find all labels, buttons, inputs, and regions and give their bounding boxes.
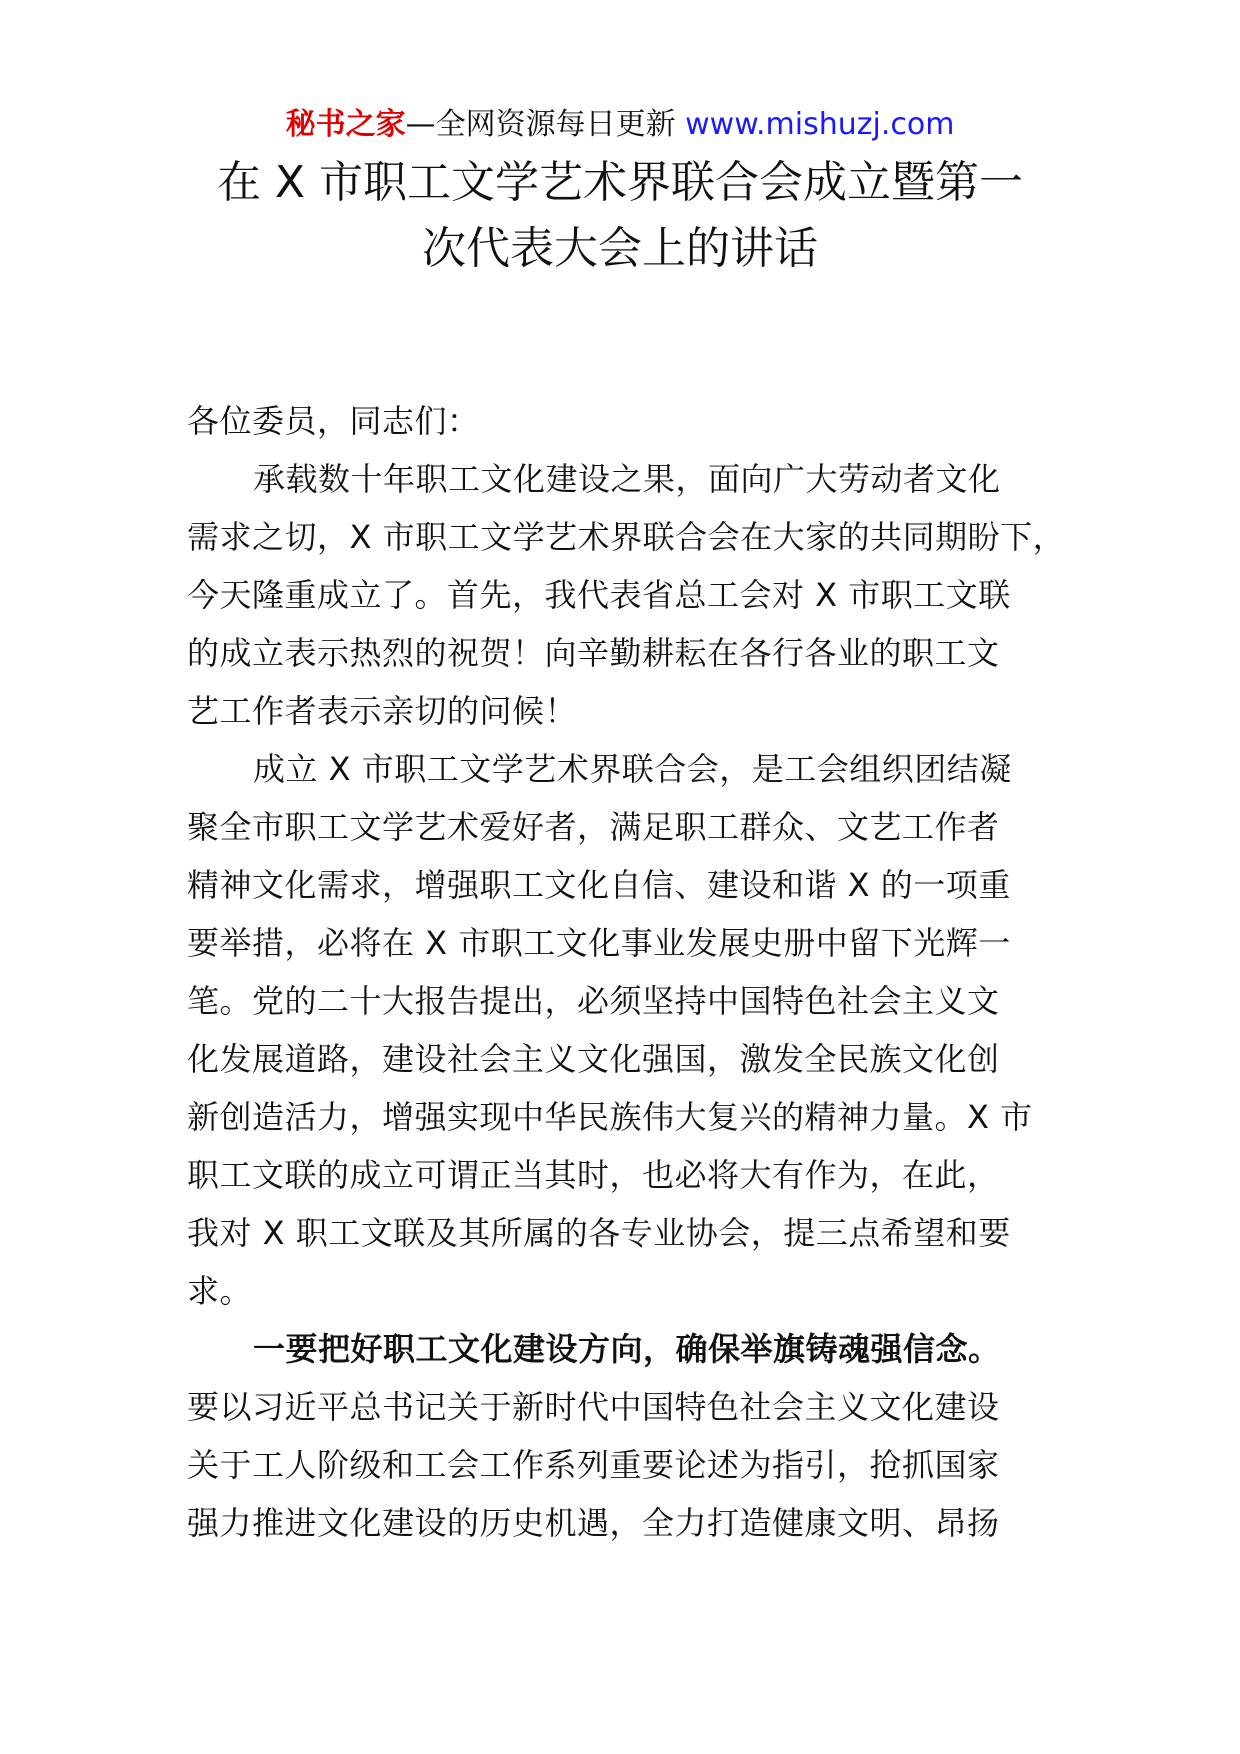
- title-line-1: 在 X 市职工文学艺术界联合会成立暨第一: [216, 157, 1024, 208]
- paragraph-line: 化发展道路，建设社会主义文化强国，激发全民族文化创: [187, 1040, 1000, 1078]
- paragraph-line: 职工文联的成立可谓正当其时，也必将大有作为，在此，: [187, 1156, 1000, 1194]
- header-banner: [0, 103, 1240, 147]
- paragraph-line: 承载数十年职工文化建设之果，面向广大劳动者文化: [253, 460, 1001, 498]
- paragraph-line: 今天隆重成立了。首先，我代表省总工会对 X 市职工文联: [187, 576, 1011, 614]
- paragraph-line: 艺工作者表示亲切的问候！: [187, 692, 578, 730]
- paragraph-line: 关于工人阶级和工会工作系列重要论述为指引，抢抓国家: [187, 1446, 1000, 1484]
- paragraph-line: 我对 X 职工文联及其所属的各专业协会，提三点希望和要: [187, 1214, 1011, 1252]
- paragraph-line: 求。: [187, 1272, 253, 1310]
- site-url-link[interactable]: www.mishuzj.com: [685, 107, 955, 142]
- paragraph-line: 成立 X 市职工文学艺术界联合会，是工会组织团结凝: [253, 750, 1012, 788]
- document-title: [160, 150, 1080, 282]
- salutation: 各位委员，同志们：: [187, 402, 480, 440]
- paragraph-line: 笔。党的二十大报告提出，必须坚持中国特色社会主义文: [187, 982, 1000, 1020]
- header-tagline: —全网资源每日更新: [405, 107, 686, 142]
- paragraph-line: 新创造活力，增强实现中华民族伟大复兴的精神力量。X 市: [187, 1098, 1033, 1136]
- section-heading: 一要把好职工文化建设方向，确保举旗铸魂强信念。: [253, 1330, 1001, 1368]
- title-line-2: 次代表大会上的讲话: [422, 223, 818, 274]
- brand-name: 秘书之家: [285, 107, 406, 142]
- paragraph-line: 的成立表示热烈的祝贺！向辛勤耕耘在各行各业的职工文: [187, 634, 1000, 672]
- document-body: [187, 392, 1067, 1552]
- paragraph-line: 需求之切，X 市职工文学艺术界联合会在大家的共同期盼下，: [187, 518, 1066, 556]
- paragraph-line: 强力推进文化建设的历史机遇，全力打造健康文明、昂扬: [187, 1504, 1000, 1542]
- paragraph-line: 要以习近平总书记关于新时代中国特色社会主义文化建设: [187, 1388, 1000, 1426]
- paragraph-line: 聚全市职工文学艺术爱好者，满足职工群众、文艺工作者: [187, 808, 1000, 846]
- paragraph-line: 精神文化需求，增强职工文化自信、建设和谐 X 的一项重: [187, 866, 1011, 904]
- paragraph-line: 要举措，必将在 X 市职工文化事业发展史册中留下光辉一: [187, 924, 1011, 962]
